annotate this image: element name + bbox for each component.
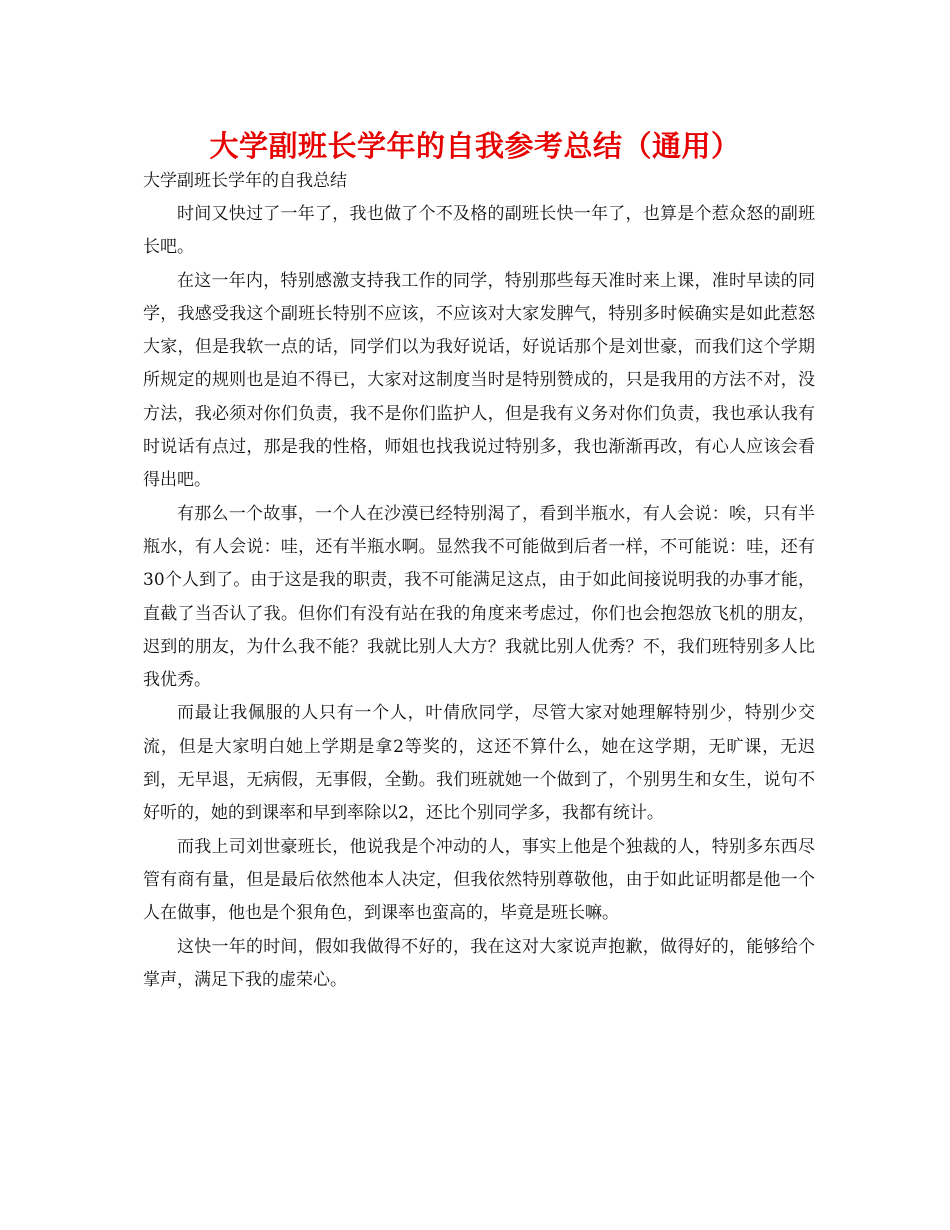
paragraph: 而我上司刘世豪班长，他说我是个冲动的人，事实上他是个独裁的人，特别多东西尽管有商有量，但是最后依然他本人决定，但我依然特别尊敬他，由于如此证明都是他一个人在做事，他也是个狠角色，到课率也蛮高的，毕竟是班长嘛。 xyxy=(143,836,815,924)
paragraph: 而最让我佩服的人只有一个人，叶倩欣同学，尽管大家对她理解特别少，特别少交流，但是大家明白她上学期是拿2等奖的，这还不算什么，她在这学期，无旷课，无迟到，无早退，无病假，无事假，全勤。我们班就她一个做到了，个别男生和女生，说句不好听的，她的到课率和早到率除以2，还比个别同学多，我都有统计。 xyxy=(143,703,815,824)
document-subtitle: 大学副班长学年的自我总结 xyxy=(143,171,347,191)
paragraph: 时间又快过了一年了，我也做了个不及格的副班长快一年了，也算是个惹众怒的副班长吧。 xyxy=(143,204,815,258)
paragraph: 这快一年的时间，假如我做得不好的，我在这对大家说声抱歉，做得好的，能够给个掌声，满足下我的虚荣心。 xyxy=(143,936,815,990)
paragraph: 有那么一个故事，一个人在沙漠已经特别渴了，看到半瓶水，有人会说：唉，只有半瓶水，有人会说：哇，还有半瓶水啊。显然我不可能做到后者一样，不可能说：哇，还有30个人到了。由于这是我的职责，我不可能满足这点，由于如此间接说明我的办事才能，直截了当否认了我。但你们有没有站在我的角度来考虑过，你们也会抱怨放飞机的朋友，迟到的朋友，为什么我不能？我就比别人大方？我就比别人优秀？不，我们班特别多人比我优秀。 xyxy=(143,503,815,691)
document-title: 大学副班长学年的自我参考总结（通用） xyxy=(209,129,741,163)
paragraph: 在这一年内，特别感激支持我工作的同学，特别那些每天准时来上课，准时早读的同学，我感受我这个副班长特别不应该，不应该对大家发脾气，特别多时候确实是如此惹怒大家，但是我软一点的话，同学们以为我好说话，好说话那个是刘世豪，而我们这个学期所规定的规则也是迫不得已，大家对这制度当时是特别赞成的，只是我用的方法不对，没方法，我必须对你们负责，我不是你们监护人，但是我有义务对你们负责，我也承认我有时说话有点过，那是我的性格，师姐也找我说过特别多，我也渐渐再改，有心人应该会看得出吧。 xyxy=(143,270,815,491)
document-body xyxy=(143,198,815,997)
